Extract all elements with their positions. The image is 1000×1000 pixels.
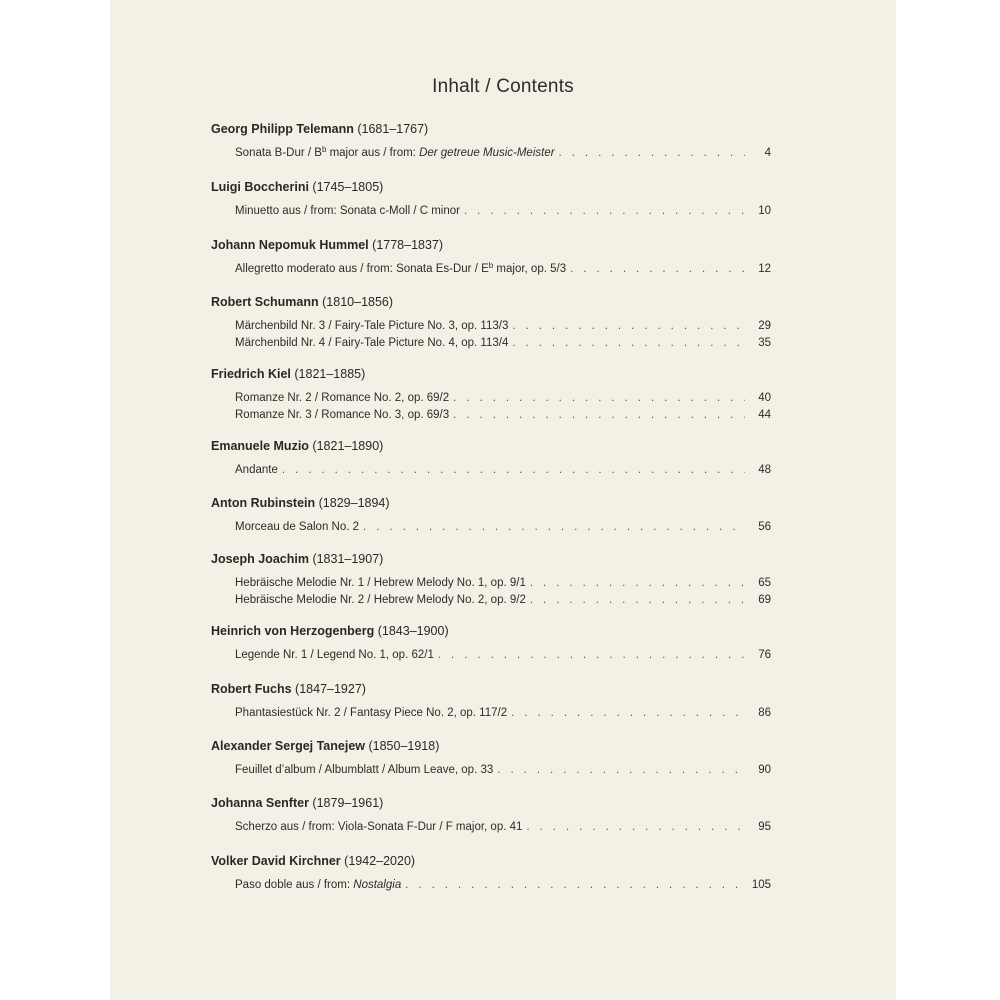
composer-heading (211, 854, 415, 868)
page-number: 12 (758, 263, 771, 275)
page-number: 48 (758, 464, 771, 476)
composer-dates: (1821–1885) (294, 367, 366, 381)
dot-leader (282, 464, 745, 476)
composer-heading (211, 624, 449, 638)
composer-name: Johanna Senfter (211, 796, 309, 810)
composer-name: Luigi Boccherini (211, 180, 309, 194)
composer-dates: (1850–1918) (368, 739, 440, 753)
work-title (235, 205, 460, 217)
dot-leader (530, 594, 745, 606)
work-source-title: Der getreue Music-Meister (419, 147, 555, 159)
work-title-text: Hebräische Melodie Nr. 1 / Hebrew Melody No. 1, op. 9/1 (235, 577, 526, 589)
composer-name: Johann Nepomuk Hummel (211, 238, 369, 252)
page-number: 86 (758, 707, 771, 719)
work-title (235, 464, 278, 476)
page-number: 56 (758, 521, 771, 533)
work-title-text: Minuetto aus / from: Sonata c-Moll / C minor (235, 205, 460, 217)
composer-dates: (1681–1767) (357, 122, 429, 136)
work-title (235, 649, 434, 661)
work-title-text: Hebräische Melodie Nr. 2 / Hebrew Melody No. 2, op. 9/2 (235, 594, 526, 606)
composer-dates: (1847–1927) (295, 682, 366, 696)
composer-name: Robert Fuchs (211, 682, 292, 696)
work-title-text: Allegretto moderato aus / from: Sonata Es-Dur / E (235, 263, 489, 275)
composer-heading (211, 367, 365, 381)
composer-dates: (1778–1837) (372, 238, 444, 252)
toc-entry[interactable] (235, 337, 771, 349)
work-title (235, 147, 555, 159)
toc-entry[interactable] (235, 392, 771, 404)
work-title (235, 392, 449, 404)
toc-entry[interactable] (235, 649, 771, 661)
work-title-text: Romanze Nr. 2 / Romance No. 2, op. 69/2 (235, 392, 450, 404)
composer-name: Robert Schumann (211, 295, 319, 309)
work-source-title: Nostalgia (353, 879, 402, 891)
page-number: 105 (751, 879, 771, 891)
toc-entry[interactable] (235, 594, 771, 606)
dot-leader (497, 764, 745, 776)
work-title-text: Legende Nr. 1 / Legend No. 1, op. 62/1 (235, 649, 434, 661)
work-title-text: Andante (235, 464, 278, 476)
dot-leader (559, 147, 745, 159)
work-title-text: Sonata B-Dur / B (235, 147, 322, 159)
dot-leader (526, 821, 745, 833)
work-title (235, 764, 493, 776)
work-title (235, 821, 522, 833)
composer-dates: (1843–1900) (377, 624, 449, 638)
dot-leader (512, 337, 745, 349)
flat-sign: b (488, 261, 494, 270)
work-title (235, 320, 508, 332)
work-title (235, 409, 449, 421)
toc-entry[interactable] (235, 263, 771, 275)
composer-heading (211, 122, 428, 136)
toc-entry[interactable] (235, 409, 771, 421)
toc-entry[interactable] (235, 707, 771, 719)
work-title-text: major aus / from: (326, 147, 420, 159)
composer-dates: (1829–1894) (318, 496, 390, 510)
composer-name: Joseph Joachim (211, 552, 309, 566)
work-title (235, 263, 566, 275)
work-title (235, 594, 526, 606)
page-number: 76 (758, 649, 771, 661)
dot-leader (570, 263, 745, 275)
toc-entry[interactable] (235, 577, 771, 589)
work-title-text: Paso doble aus / from: (235, 879, 354, 891)
composer-name: Alexander Sergej Tanejew (211, 739, 365, 753)
composer-name: Friedrich Kiel (211, 367, 291, 381)
dot-leader (405, 879, 745, 891)
composer-dates: (1942–2020) (344, 854, 416, 868)
work-title (235, 521, 359, 533)
page-title: Inhalt / Contents (432, 76, 574, 97)
composer-name: Volker David Kirchner (211, 854, 341, 868)
page-number: 10 (758, 205, 771, 217)
work-title (235, 577, 526, 589)
composer-heading (211, 552, 383, 566)
composer-heading (211, 739, 439, 753)
toc-entry[interactable] (235, 521, 771, 533)
toc-entry[interactable] (235, 205, 771, 217)
composer-heading (211, 238, 443, 252)
composer-dates: (1821–1890) (312, 439, 384, 453)
composer-name: Anton Rubinstein (211, 496, 316, 510)
dot-leader (511, 707, 745, 719)
page-number: 4 (764, 147, 771, 159)
composer-heading (211, 682, 366, 696)
page-number: 69 (758, 594, 771, 606)
flat-sign: b (321, 145, 327, 154)
document-page (110, 0, 896, 1000)
page-number: 29 (758, 320, 771, 332)
composer-heading (211, 496, 390, 510)
work-title-text: Morceau de Salon No. 2 (235, 521, 360, 533)
composer-heading (211, 439, 383, 453)
page-number: 65 (758, 577, 771, 589)
work-title (235, 337, 508, 349)
composer-dates: (1745–1805) (312, 180, 384, 194)
dot-leader (438, 649, 745, 661)
work-title-text: Phantasiestück Nr. 2 / Fantasy Piece No. 2, op. 117/2 (235, 707, 508, 719)
composer-heading (211, 796, 383, 810)
dot-leader (512, 320, 745, 332)
work-title (235, 707, 507, 719)
composer-dates: (1831–1907) (312, 552, 384, 566)
dot-leader (453, 409, 745, 421)
dot-leader (530, 577, 745, 589)
dot-leader (464, 205, 745, 217)
composer-name: Georg Philipp Telemann (211, 122, 354, 136)
composer-name: Emanuele Muzio (211, 439, 309, 453)
work-title-text: Scherzo aus / from: Viola-Sonata F-Dur / F major, op. 41 (235, 821, 523, 833)
toc-entry[interactable] (235, 764, 771, 776)
composer-heading (211, 295, 393, 309)
toc-entry[interactable] (235, 821, 771, 833)
composer-name: Heinrich von Herzogenberg (211, 624, 375, 638)
composer-dates: (1810–1856) (322, 295, 394, 309)
page-number: 44 (758, 409, 771, 421)
page-number: 35 (758, 337, 771, 349)
work-title-text: Märchenbild Nr. 3 / Fairy-Tale Picture No. 3, op. 113/3 (235, 320, 509, 332)
work-title-text: Feuillet d’album / Albumblatt / Album Leave, op. 33 (235, 764, 494, 776)
work-title-text: Märchenbild Nr. 4 / Fairy-Tale Picture No. 4, op. 113/4 (235, 337, 509, 349)
toc-entry[interactable] (235, 879, 771, 891)
page-number: 95 (758, 821, 771, 833)
dot-leader (363, 521, 745, 533)
composer-dates: (1879–1961) (312, 796, 384, 810)
toc-entry[interactable] (235, 464, 771, 476)
work-title (235, 879, 401, 891)
work-title-text: major, op. 5/3 (493, 263, 567, 275)
page-number: 40 (758, 392, 771, 404)
page-number: 90 (758, 764, 771, 776)
work-title-text: Romanze Nr. 3 / Romance No. 3, op. 69/3 (235, 409, 450, 421)
toc-entry[interactable] (235, 320, 771, 332)
composer-heading (211, 180, 383, 194)
dot-leader (453, 392, 745, 404)
toc-entry[interactable] (235, 147, 771, 159)
